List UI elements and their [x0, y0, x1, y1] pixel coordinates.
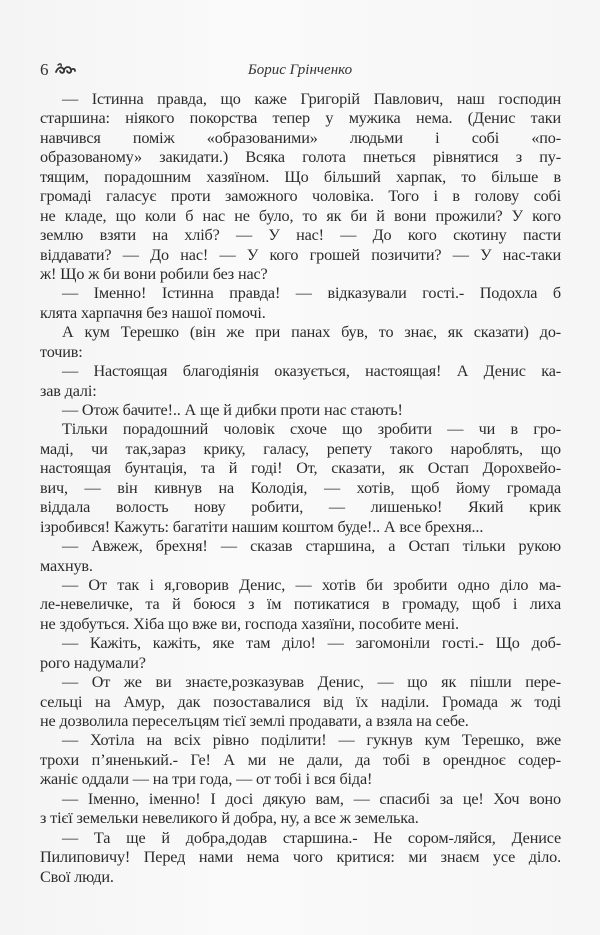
running-title: Борис Грінченко [247, 62, 353, 78]
text-line: — Кажіть, кажіть, яке там діло! — загомоніли гості.- Що доб- [62, 634, 561, 653]
text-line: Тільки порадошний чоловік схоче що зробити — чи в гро- [62, 420, 561, 439]
page-header [40, 60, 560, 82]
text-line: махнув. [40, 556, 93, 575]
text-line: трохи п’яненький.- Ге! А ми не дали, да тобі в орендноє содер- [40, 750, 561, 769]
text-line: — Та ще й добра,додав старшина.- Не сором-ляйся, Денисе [62, 828, 561, 847]
text-line: А кум Терешко (він же при панах був, то знає, як сказати) до- [62, 323, 561, 342]
text-line: не здобуться. Хіба що вже ви, господа хазяїни, пособите мені. [40, 614, 459, 633]
text-line: старшина: ніякого покорства тепер у мужика нема. (Денис таки [40, 109, 561, 128]
body-text [40, 90, 561, 887]
text-line: — Отож бачите!.. А ще й дибки проти нас стають! [62, 401, 403, 419]
text-line: точив: [40, 342, 83, 361]
text-line: — Іменно, іменно! І досі дякую вам, — спасибі за це! Хоч воно [62, 789, 561, 808]
text-line: зав далі: [40, 381, 97, 400]
text-line: — Істинна правда, що каже Григорій Павлович, наш господин [62, 90, 561, 108]
text-line: ле-невеличке, та й боюся з їм потикатися в громаду, щоб і лиха [40, 595, 561, 614]
text-line: образованому» закидати.) Всяка голота пнеться рівнятися з пу- [40, 148, 561, 167]
text-line: ізробився! Кажуть: багатіти нашим коштом буде!.. А все брехня... [40, 517, 484, 536]
text-line: — От так і я,говорив Денис, — хотів би зробити одно діло ма- [62, 575, 561, 594]
text-line: віддала волость нову робити, — лишенько! Який крик [40, 498, 561, 517]
text-line: навчився поміж «образованими» людьми і собі «по- [40, 128, 561, 147]
text-line: рого надумали? [40, 653, 146, 672]
text-line: Свої люди. [40, 867, 114, 886]
text-line: ж! Що ж би вони робили без нас? [40, 264, 268, 283]
text-line: сельці на Амур, дак позоставалися від їх наділи. Громада ж тоді [40, 692, 561, 711]
text-line: — Авжеж, брехня! — сказав старшина, а Остап тільки рукою [62, 537, 561, 556]
text-line: маді, чи так,зараз крику, галасу, репету такого нароблять, що [40, 439, 561, 458]
text-line: тящим, порадошним хазяїном. Що більший харпак, то більше в [40, 167, 561, 186]
page-number: 6 [40, 60, 49, 79]
text-line: жаніє оддали — на три года, — от тобі і вся біда! [40, 770, 373, 789]
text-line: не дозволила переселъцям тієї землі продавати, а взяла на себе. [40, 712, 469, 730]
text-line: Пилиповичу! Перед нами нема чого критися: ми знаєм усе діло. [40, 848, 561, 867]
text-line: землю взяти на хліб? — У нас! — До кого скотину пасти [40, 226, 561, 245]
text-line: віддавати? — До нас! — У кого грошей позичити? — У нас-таки [40, 245, 561, 264]
text-line: громаді галасує проти заможного чоловіка. Того і в голову собі [40, 187, 561, 206]
text-line: — От же ви знаєте,розказував Денис, — що як пішли пере- [62, 673, 561, 692]
text-line: — Настоящая благодіянія оказується, настоящая! А Денис ка- [62, 362, 561, 381]
text-line: — Хотіла на всіх рівно поділити! — гукнув кум Терешко, вже [62, 731, 561, 750]
text-line: не кладе, що коли б нас не було, то як би й вони прожили? У кого [40, 206, 561, 225]
text-line: настоящая бунтація, та й годі! От, сказати, як Остап Дорохвейо- [40, 459, 561, 478]
text-line: з тієї земельки невеликого й добра, ну, а все ж земелька. [40, 809, 419, 828]
text-line: вич, — він кивнув на Колодія, — хотів, щоб йому громада [40, 478, 561, 497]
text-line: — Іменно! Істинна правда! — відказували гості.- Подохла б [62, 284, 561, 303]
text-line: клята харпачня без нашої помочі. [40, 303, 266, 322]
